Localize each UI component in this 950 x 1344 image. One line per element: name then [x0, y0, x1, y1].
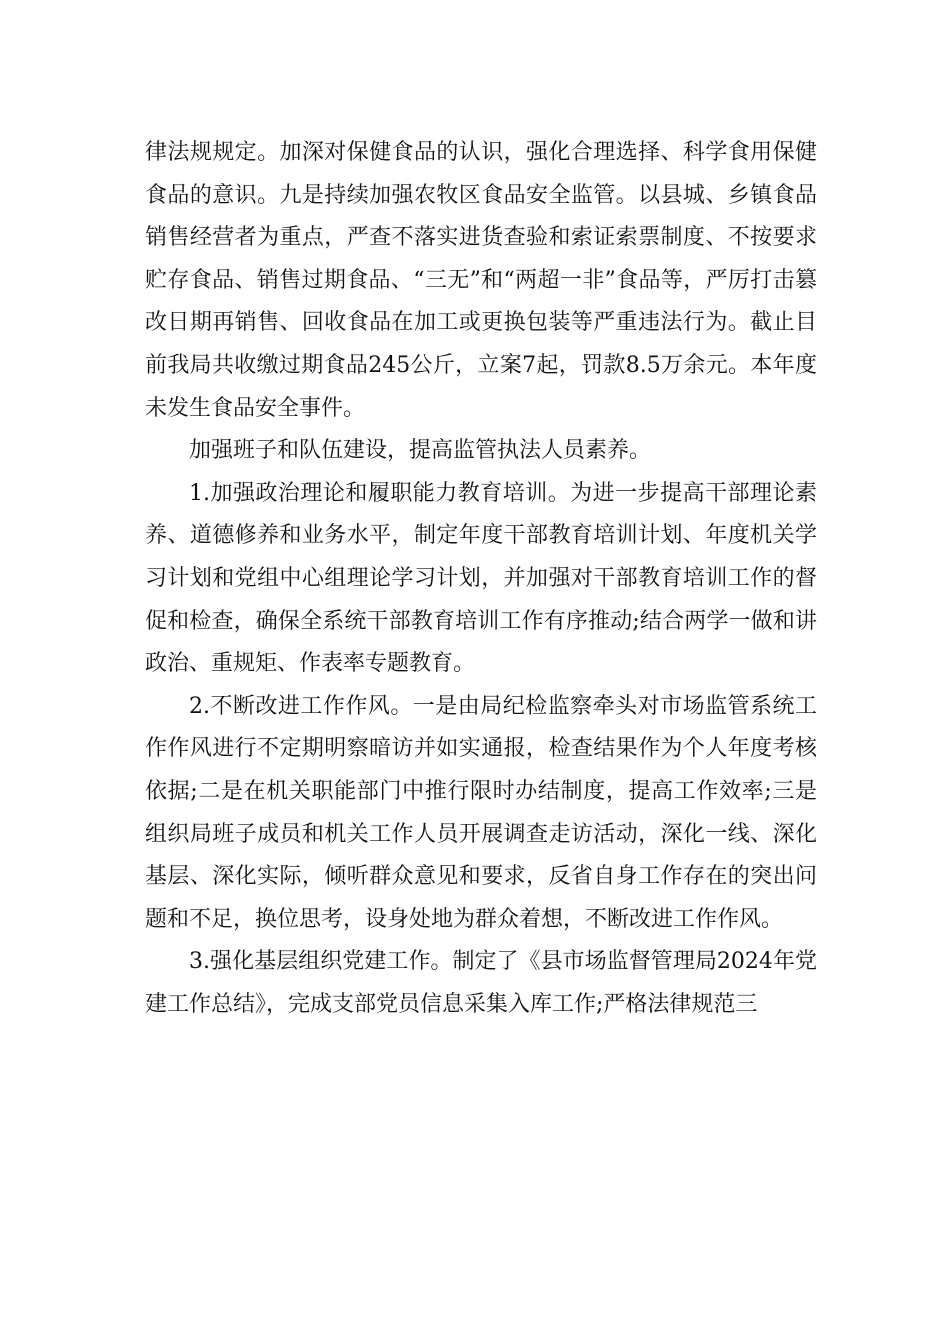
paragraph-work-style: 2.不断改进工作作风。一是由局纪检监察牵头对市场监管系统工作作风进行不定期明察暗访并如实通报，检查结果作为个人年度考核依据;二是在机关职能部门中推行限时办结制度，提高工作效率;三是组织局班子成员和机关工作人员开展调查走访活动，深化一线、深化基层、深化实际，倾听群众意见和要求，反省自身工作存在的突出问题和不足，换位思考，设身处地为群众着想，不断改进工作作风。: [145, 693, 817, 932]
document-body: [145, 132, 817, 1026]
paragraph-training: 1.加强政治理论和履职能力教育培训。为进一步提高干部理论素养、道德修养和业务水平，制定年度干部教育培训计划、年度机关学习计划和党组中心组理论学习计划，并加强对干部教育培训工作的督促和检查，确保全系统干部教育培训工作有序推动;结合两学一做和讲政治、重规矩、作表率专题教育。: [145, 480, 817, 677]
paragraph-party-building: 3.强化基层组织党建工作。制定了《县市场监督管理局2024年党建工作总结》，完成支部党员信息采集入库工作;严格法律规范三: [145, 949, 817, 1017]
paragraph-food-safety-continued: 律法规规定。加深对保健食品的认识，强化合理选择、科学食用保健食品的意识。九是持续加强农牧区食品安全监管。以县城、乡镇食品销售经营者为重点，严查不落实进货查验和索证索票制度、不按要求贮存食品、销售过期食品、“三无”和“两超一非”食品等，严厉打击篡改日期再销售、回收食品在加工或更换包装等严重违法行为。截止目前我局共收缴过期食品245公斤，立案7起，罚款8.5万余元。本年度未发生食品安全事件。: [145, 140, 817, 421]
paragraph-team-building-heading: 加强班子和队伍建设，提高监管执法人员素养。: [189, 438, 652, 464]
